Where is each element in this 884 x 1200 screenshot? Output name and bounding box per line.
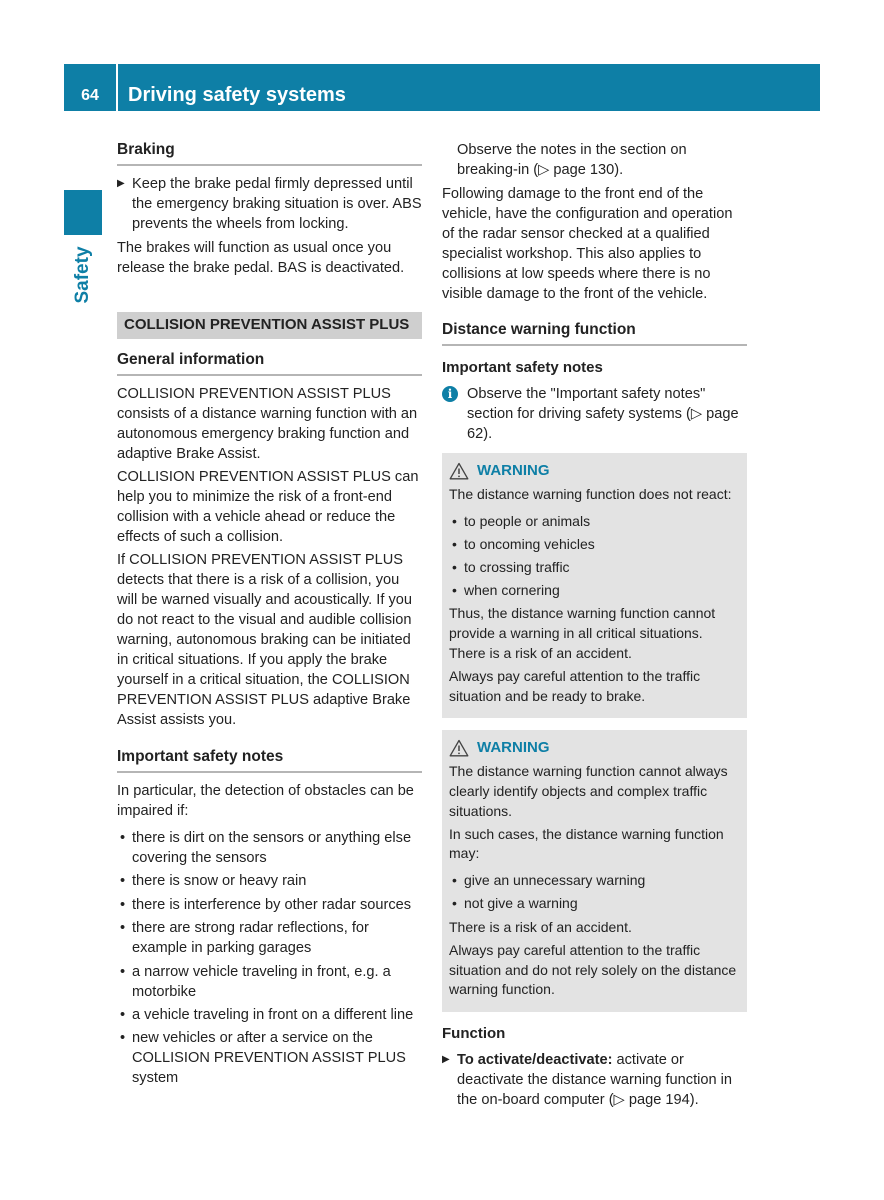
general-paragraph-2: COLLISION PREVENTION ASSIST PLUS can help you to minimize the risk of a front-end collision with a vehicle ahead or reduce the effects of such a collision.	[117, 469, 419, 545]
warning-paragraph: Always pay careful attention to the traffic situation and be ready to brake.	[449, 668, 701, 704]
important-safety-heading: Important safety notes	[117, 747, 422, 773]
page-number: 64	[81, 87, 99, 104]
left-column	[117, 140, 422, 1092]
side-tab	[64, 240, 102, 310]
function-heading: Function	[442, 1024, 506, 1042]
distance-warning-heading: Distance warning function	[442, 320, 747, 346]
list-item: • a vehicle traveling in front on a different line	[117, 1005, 422, 1025]
list-item: • when cornering	[449, 581, 740, 601]
warning-paragraph: There is a risk of an accident.	[449, 918, 632, 935]
cpa-heading: COLLISION PREVENTION ASSIST PLUS	[117, 312, 422, 339]
warning-paragraph: In such cases, the distance warning function may:	[449, 825, 724, 862]
warning-list	[449, 871, 740, 914]
side-tab-marker	[64, 190, 102, 235]
safety-intro: In particular, the detection of obstacles can be impaired if:	[117, 783, 414, 819]
list-item: • there is snow or heavy rain	[117, 871, 422, 891]
warning-title: WARNING	[477, 739, 550, 757]
warning-box-1	[442, 453, 747, 718]
warning-title: WARNING	[477, 462, 550, 479]
list-item: • not give a warning	[449, 894, 740, 914]
info-icon: i	[442, 386, 458, 402]
info-note	[442, 384, 747, 444]
list-item: • there are strong radar reflections, for example in parking garages	[117, 918, 422, 958]
function-step	[442, 1050, 747, 1110]
function-label: To activate/deactivate:	[457, 1051, 613, 1068]
warning-triangle-icon	[449, 739, 469, 757]
warning-header	[449, 461, 740, 481]
list-item: • to oncoming vehicles	[449, 535, 740, 555]
list-item: • there is dirt on the sensors or anything else covering the sensors	[117, 828, 422, 868]
safety-list	[117, 828, 422, 1088]
list-item: • to people or animals	[449, 512, 740, 532]
right-column	[442, 140, 747, 1114]
header-divider	[116, 64, 118, 111]
section-title: Driving safety systems	[128, 84, 346, 106]
safety-subheading: Important safety notes	[442, 359, 603, 376]
braking-text: The brakes will function as usual once you release the brake pedal. BAS is deactivated.	[117, 240, 405, 276]
general-paragraph-1: COLLISION PREVENTION ASSIST PLUS consists of a distance warning function with an autonomous emergency braking function and adaptive Brake Assist.	[117, 386, 418, 462]
warning-header	[449, 738, 740, 758]
info-text: Observe the "Important safety notes" section for driving safety systems (▷ page 62).	[467, 386, 739, 442]
warning-intro: The distance warning function does not react:	[449, 485, 732, 502]
general-paragraph-3: If COLLISION PREVENTION ASSIST PLUS detects that there is a risk of a collision, you will be warned visually and acoustically. If you do not react to the visual and audible collision warning, autonomous braking can be initiated in critical situations. If you apply the brake yourself in a critical situation, the COLLISION PREVENTION ASSIST PLUS adaptive Brake Assist assists you.	[117, 552, 412, 728]
warning-paragraph: Thus, the distance warning function cannot provide a warning in all critical situations. There is a risk of an accident.	[449, 605, 716, 661]
warning-triangle-icon	[449, 462, 469, 480]
list-item: • new vehicles or after a service on the COLLISION PREVENTION ASSIST PLUS system	[117, 1028, 422, 1088]
braking-step	[117, 174, 422, 234]
list-item: • there is interference by other radar sources	[117, 895, 422, 915]
warning-paragraph: The distance warning function cannot always clearly identify objects and complex traffic situations.	[449, 762, 728, 819]
header-bar	[64, 64, 820, 111]
list-item: • give an unnecessary warning	[449, 871, 740, 891]
braking-step-text: Keep the brake pedal firmly depressed until the emergency braking situation is over. ABS prevents the wheels from locking.	[132, 176, 422, 232]
warning-list	[449, 512, 740, 601]
warning-box-2	[442, 730, 747, 1012]
general-info-heading: General information	[117, 350, 422, 376]
list-item: • to crossing traffic	[449, 558, 740, 578]
warning-paragraph: Always pay careful attention to the traffic situation and do not rely solely on the distance warning function.	[449, 941, 737, 998]
damage-text: Following damage to the front end of the vehicle, have the configuration and operation of the radar sensor checked at a qualified specialist workshop. This also applies to collisions at low speeds where there is no visible damage to the front of the vehicle.	[442, 186, 733, 302]
list-item: • a narrow vehicle traveling in front, e.g. a motorbike	[117, 962, 422, 1002]
function-text: activate or deactivate the distance warning function in the on-board computer (▷ page 194).	[457, 1051, 733, 1108]
braking-heading: Braking	[117, 140, 422, 166]
side-tab-label: Safety	[72, 246, 93, 304]
breaking-in-note: Observe the notes in the section on breaking-in (▷ page 130).	[457, 142, 687, 178]
